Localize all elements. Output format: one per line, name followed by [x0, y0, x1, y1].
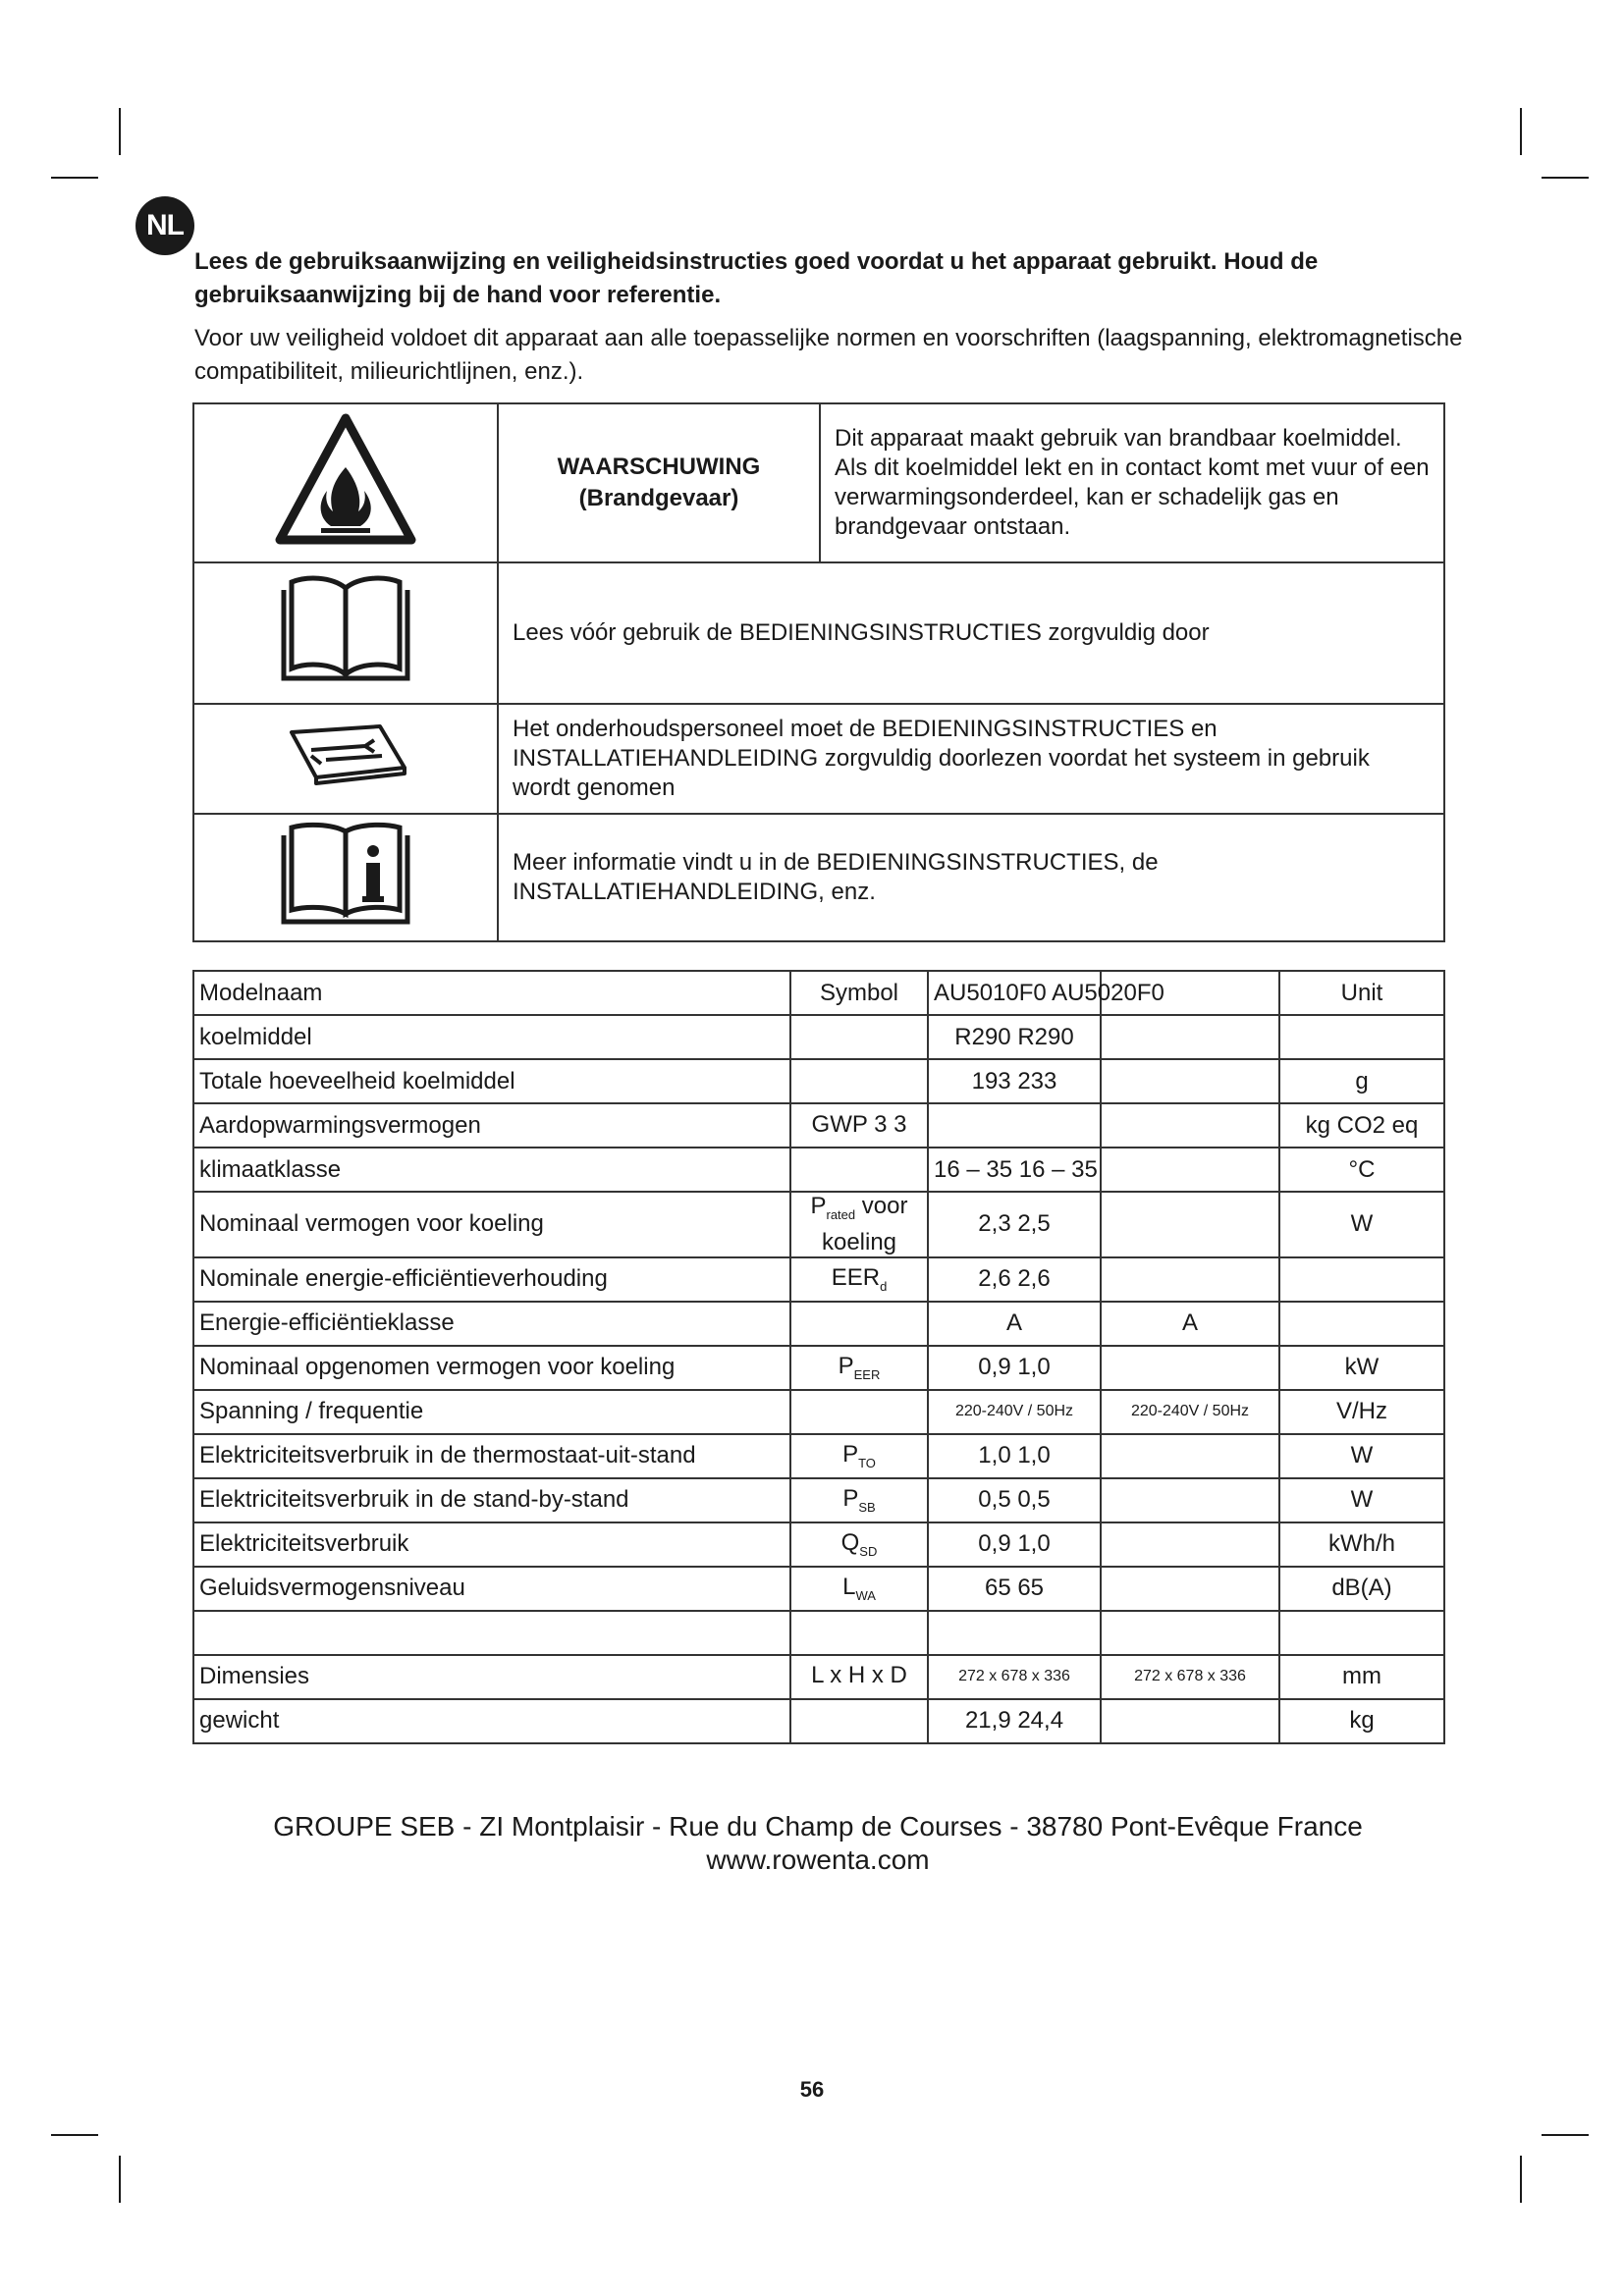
spec-value-1: 21,9 24,4 [928, 1699, 1101, 1743]
spec-header-symbol: Symbol [790, 971, 928, 1015]
spec-row [193, 1257, 1444, 1302]
spec-symbol-subscript: TO [858, 1456, 876, 1471]
warning-title: WAARSCHUWING [557, 454, 761, 480]
service-manual-icon [193, 704, 498, 814]
spec-value-2: A [1101, 1302, 1279, 1346]
spec-value-2 [1101, 1567, 1279, 1611]
safety-table [192, 402, 1445, 942]
spec-row [193, 1611, 1444, 1655]
spec-symbol-subscript: SB [858, 1500, 876, 1516]
spec-value-1 [928, 1103, 1101, 1148]
spec-value-2 [1101, 1478, 1279, 1522]
safety-row-service [193, 704, 1444, 814]
spec-value-2 [1101, 1611, 1279, 1655]
spec-row [193, 1059, 1444, 1103]
spec-row [193, 1567, 1444, 1611]
spec-value-1: 272 x 678 x 336 [928, 1655, 1101, 1699]
spec-symbol [790, 1567, 928, 1611]
spec-value-2 [1101, 1434, 1279, 1478]
spec-row [193, 1148, 1444, 1192]
crop-mark [51, 177, 98, 179]
spec-name: klimaatklasse [193, 1148, 790, 1192]
spec-unit: V/Hz [1279, 1390, 1444, 1434]
spec-symbol-suffix: voor koeling [821, 1193, 908, 1255]
spec-value-2: 220-240V / 50Hz [1101, 1390, 1279, 1434]
spec-row [193, 1103, 1444, 1148]
spec-unit [1279, 1302, 1444, 1346]
read-instructions-text: Lees vóór gebruik de BEDIENINGSINSTRUCTIES zorgvuldig door [513, 619, 1210, 646]
spec-row [193, 1522, 1444, 1567]
crop-mark [1542, 177, 1589, 179]
spec-row [193, 1434, 1444, 1478]
spec-symbol-subscript: rated [826, 1206, 856, 1222]
spec-name: Totale hoeveelheid koelmiddel [193, 1059, 790, 1103]
spec-symbol-text: P [810, 1193, 827, 1219]
spec-symbol-text: P [842, 1441, 859, 1468]
spec-symbol-subscript: d [880, 1279, 888, 1295]
safety-row-warning [193, 403, 1444, 562]
spec-name: Aardopwarmingsvermogen [193, 1103, 790, 1148]
spec-name: koelmiddel [193, 1015, 790, 1059]
spec-unit [1279, 1257, 1444, 1302]
spec-value-2 [1101, 1699, 1279, 1743]
spec-value-2 [1101, 1192, 1279, 1257]
spec-value-2 [1101, 1103, 1279, 1148]
spec-value-1 [928, 1611, 1101, 1655]
spec-symbol [790, 1522, 928, 1567]
crop-mark [119, 2156, 121, 2203]
spec-name: Elektriciteitsverbruik in de thermostaat-uit-stand [193, 1434, 790, 1478]
more-info-text: Meer informatie vindt u in de BEDIENINGSINSTRUCTIES, de INSTALLATIEHANDLEIDING, enz. [513, 849, 1159, 905]
crop-mark [51, 2134, 98, 2136]
spec-symbol [790, 1611, 928, 1655]
page-number: 56 [799, 2077, 825, 2102]
spec-name: Elektriciteitsverbruik in de stand-by-stand [193, 1478, 790, 1522]
crop-mark [1542, 2134, 1589, 2136]
spec-row [193, 1655, 1444, 1699]
spec-symbol [790, 1192, 928, 1257]
spec-name [193, 1611, 790, 1655]
spec-symbol [790, 1103, 928, 1148]
safety-row-read [193, 562, 1444, 704]
spec-name: Nominaal vermogen voor koeling [193, 1192, 790, 1257]
open-book-icon [193, 562, 498, 704]
spec-unit: kWh/h [1279, 1522, 1444, 1567]
crop-mark [1520, 2156, 1522, 2203]
spec-symbol-subscript: EER [853, 1367, 881, 1383]
spec-symbol-subscript: WA [855, 1588, 876, 1604]
spec-value-2 [1101, 1346, 1279, 1390]
spec-symbol [790, 1059, 928, 1103]
spec-symbol-text: EER [831, 1264, 881, 1292]
spec-unit: kg [1279, 1699, 1444, 1743]
spec-name: Nominale energie-efficiëntieverhouding [193, 1257, 790, 1302]
spec-value-2 [1101, 1059, 1279, 1103]
spec-value-2 [1101, 1257, 1279, 1302]
spec-value-1: R290 R290 [928, 1015, 1101, 1059]
spec-value-1: 2,6 2,6 [928, 1257, 1101, 1302]
spec-unit: mm [1279, 1655, 1444, 1699]
spec-symbol-text: P [838, 1353, 854, 1380]
spec-header-name: Modelnaam [193, 971, 790, 1015]
spec-value-2: 272 x 678 x 336 [1101, 1655, 1279, 1699]
more-info-cell [498, 814, 1444, 941]
spec-value-1: 0,9 1,0 [928, 1346, 1101, 1390]
spec-unit: kW [1279, 1346, 1444, 1390]
spec-symbol-text: Q [840, 1529, 860, 1557]
spec-name: Dimensies [193, 1655, 790, 1699]
spec-row [193, 1478, 1444, 1522]
spec-symbol-text: L x H x D [811, 1662, 907, 1689]
spec-value-1: 0,9 1,0 [928, 1522, 1101, 1567]
spec-unit: g [1279, 1059, 1444, 1103]
spec-symbol [790, 1302, 928, 1346]
spec-row [193, 1346, 1444, 1390]
spec-value-1: 1,0 1,0 [928, 1434, 1101, 1478]
read-instructions-cell [498, 562, 1444, 704]
safety-row-info [193, 814, 1444, 941]
spec-header-row [193, 971, 1444, 1015]
spec-symbol [790, 1390, 928, 1434]
footer-address: GROUPE SEB - ZI Montplaisir - Rue du Champ de Courses - 38780 Pont-Evêque France [273, 1811, 1363, 1842]
spec-name: Spanning / frequentie [193, 1390, 790, 1434]
spec-value-1: 2,3 2,5 [928, 1192, 1101, 1257]
spec-symbol [790, 1434, 928, 1478]
spec-row [193, 1390, 1444, 1434]
spec-value-1: 0,5 0,5 [928, 1478, 1101, 1522]
spec-symbol-subscript: SD [859, 1544, 878, 1560]
spec-header-unit: Unit [1279, 971, 1444, 1015]
spec-value-1: 65 65 [928, 1567, 1101, 1611]
fire-warning-icon [193, 403, 498, 562]
crop-mark [119, 108, 121, 155]
spec-symbol [790, 1148, 928, 1192]
spec-value-2 [1101, 1015, 1279, 1059]
spec-unit: kg CO2 eq [1279, 1103, 1444, 1148]
spec-header-models: AU5010F0 AU5020F0 [928, 971, 1101, 1015]
spec-symbol-text: GWP 3 3 [811, 1110, 907, 1138]
spec-unit: °C [1279, 1148, 1444, 1192]
spec-name: gewicht [193, 1699, 790, 1743]
intro [194, 245, 1471, 389]
service-personnel-text: Het onderhoudspersoneel moet de BEDIENINGSINSTRUCTIES en INSTALLATIEHANDLEIDING zorgvuldig doorlezen voordat het systeem in gebruik wordt genomen [513, 716, 1370, 801]
spec-value-1: A [928, 1302, 1101, 1346]
spec-symbol [790, 1346, 928, 1390]
warning-heading-cell [498, 403, 820, 562]
warning-text-2: Als dit koelmiddel lekt en in contact komt met vuur of een verwarmingsonderdeel, kan er schadelijk gas en brandgevaar ontstaan. [835, 454, 1430, 540]
warning-text-cell [820, 403, 1444, 562]
spec-table [192, 970, 1445, 1744]
spec-symbol [790, 1655, 928, 1699]
warning-text-1: Dit apparaat maakt gebruik van brandbaar koelmiddel. [835, 425, 1402, 452]
warning-subtitle: (Brandgevaar) [578, 485, 739, 511]
spec-unit: W [1279, 1434, 1444, 1478]
crop-mark [1520, 108, 1522, 155]
spec-value-1: 16 – 35 16 – 35 [928, 1148, 1101, 1192]
spec-value-2 [1101, 1522, 1279, 1567]
spec-unit: W [1279, 1192, 1444, 1257]
spec-symbol-text: P [842, 1485, 859, 1513]
spec-symbol [790, 1257, 928, 1302]
spec-unit: W [1279, 1478, 1444, 1522]
spec-name: Geluidsvermogensniveau [193, 1567, 790, 1611]
spec-unit [1279, 1015, 1444, 1059]
spec-row [193, 1699, 1444, 1743]
footer [192, 1810, 1443, 1877]
intro-bold-text: Lees de gebruiksaanwijzing en veiligheidsinstructies goed voordat u het apparaat gebruikt. Houd de gebruiksaanwijzing bij de hand voor referentie. [194, 248, 1319, 308]
service-personnel-cell [498, 704, 1444, 814]
spec-name: Energie-efficiëntieklasse [193, 1302, 790, 1346]
spec-symbol [790, 1699, 928, 1743]
spec-symbol [790, 1478, 928, 1522]
spec-value-1: 220-240V / 50Hz [928, 1390, 1101, 1434]
spec-symbol [790, 1015, 928, 1059]
spec-unit [1279, 1611, 1444, 1655]
info-manual-icon [193, 814, 498, 941]
spec-value-1: 193 233 [928, 1059, 1101, 1103]
spec-row [193, 1192, 1444, 1257]
spec-symbol-text: L [842, 1574, 856, 1601]
spec-value-2 [1101, 1148, 1279, 1192]
spec-row [193, 1015, 1444, 1059]
spec-name: Nominaal opgenomen vermogen voor koeling [193, 1346, 790, 1390]
spec-row [193, 1302, 1444, 1346]
intro-normal-text: Voor uw veiligheid voldoet dit apparaat aan alle toepasselijke normen en voorschriften (laagspanning, elektromagnetische compatibiliteit, milieurichtlijnen, enz.). [194, 325, 1463, 385]
spec-unit: dB(A) [1279, 1567, 1444, 1611]
language-badge: NL [135, 196, 194, 255]
footer-website: www.rowenta.com [706, 1844, 930, 1875]
spec-name: Elektriciteitsverbruik [193, 1522, 790, 1567]
